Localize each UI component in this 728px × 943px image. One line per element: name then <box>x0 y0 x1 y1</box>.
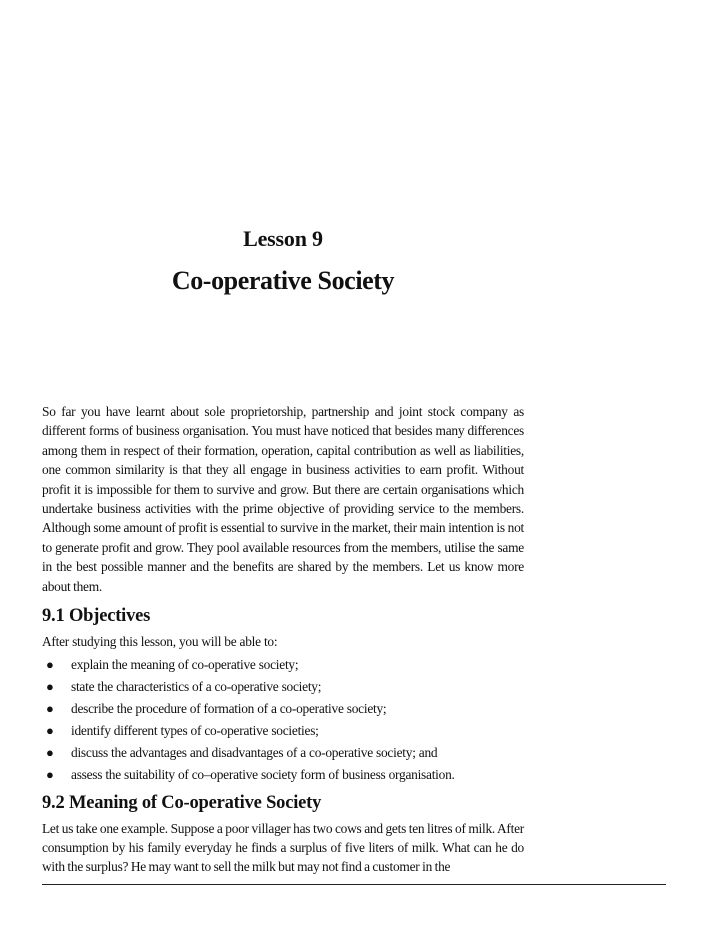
objective-text: state the characteristics of a co-operative society; <box>71 679 322 695</box>
lesson-title: Co-operative Society <box>171 266 395 295</box>
objective-text: describe the procedure of formation of a co-operative society; <box>71 701 387 717</box>
meaning-paragraph: Let us take one example. Suppose a poor villager has two cows and gets ten litres of milk. After consumption by his family everyday he finds a surplus of five liters of milk. What can he do with the surplus? He may want to sell the milk but may not find a customer in the <box>42 821 524 875</box>
objective-item <box>42 654 524 676</box>
bullet-icon: ● <box>46 723 54 739</box>
objectives-list <box>42 654 524 786</box>
objective-text: discuss the advantages and disadvantages of a co-operative society; and <box>71 745 438 761</box>
objective-item <box>42 742 524 764</box>
objective-item <box>42 720 524 742</box>
bullet-icon: ● <box>46 767 54 783</box>
meaning-heading: 9.2 Meaning of Co-operative Society <box>42 793 322 814</box>
intro-paragraph: So far you have learnt about sole proprietorship, partnership and joint stock company as different forms of business organisation. You must have noticed that besides many differences among them in respect of their formation, operation, capital contribution as well as liabilities, one common similarity is that they all engage in business activities to earn profit. Without profit it is impossible for them to survive and grow. But there are certain organisations which undertake business activities with the prime objective of providing service to the members. Although some amount of profit is essential to survive in the market, their main intention is not to generate profit and grow. They pool available resources from the members, utilise the same in the best possible manner and the benefits are shared by the members. Let us know more about them. <box>42 404 524 594</box>
objective-text: explain the meaning of co-operative society; <box>71 657 299 673</box>
bullet-icon: ● <box>46 657 54 673</box>
objectives-intro: After studying this lesson, you will be able to: <box>42 634 278 650</box>
objectives-heading: 9.1 Objectives <box>42 606 151 627</box>
objective-item <box>42 676 524 698</box>
footer-divider <box>42 884 666 885</box>
objective-item <box>42 764 524 786</box>
bullet-icon: ● <box>46 701 54 717</box>
bullet-icon: ● <box>46 679 54 695</box>
objective-text: assess the suitability of co–operative society form of business organisation. <box>71 767 455 783</box>
bullet-icon: ● <box>46 745 54 761</box>
objective-text: identify different types of co-operative societies; <box>71 723 319 739</box>
lesson-number: Lesson 9 <box>243 226 323 251</box>
lesson-content <box>42 402 524 877</box>
objective-item <box>42 698 524 720</box>
